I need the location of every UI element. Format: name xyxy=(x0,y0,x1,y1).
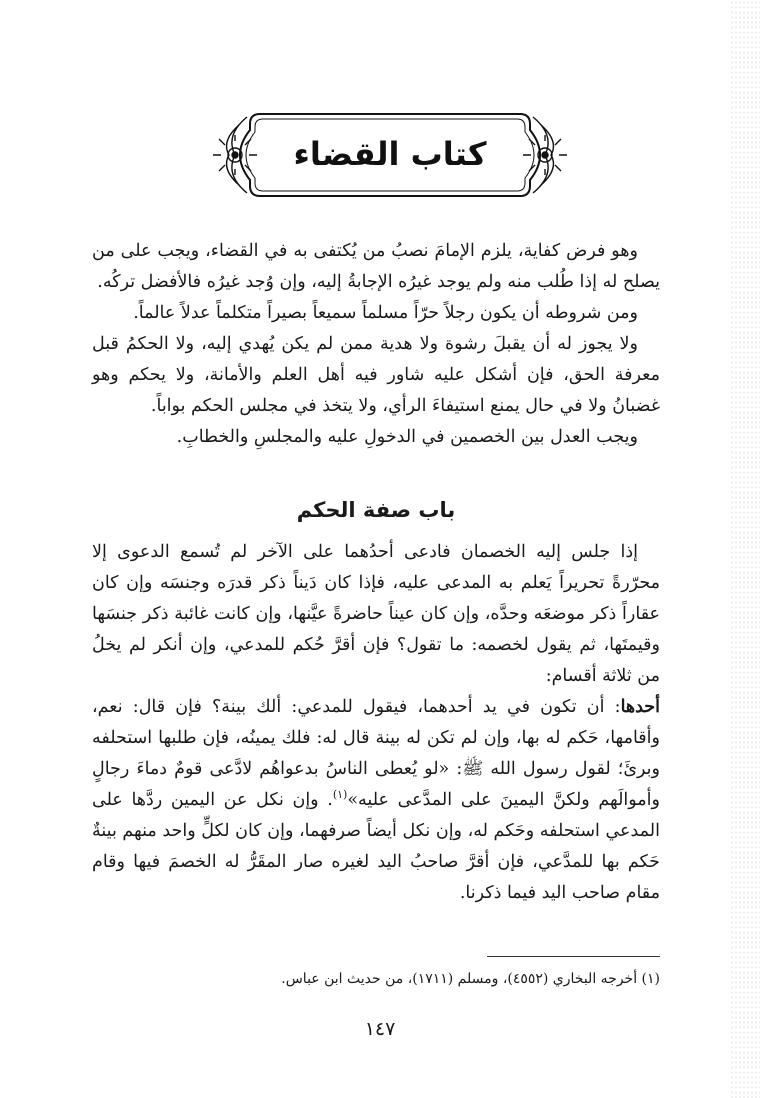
intro-paragraph: ولا يجوز له أن يقبلَ رشوة ولا هدية ممن لم يكن يُهدي إليه، ولا الحكمُ قبل معرفة الحق، فإن أشكل عليه شاور فيه أهل العلم والأمانة، ولا يحكم وهو غضبانُ ولا في حال يمنع استيفاءَ الرأي، ولا يتخذ في مجلس الحكم بواباً. xyxy=(92,334,660,416)
section-heading: باب صفة الحكم xyxy=(296,498,456,522)
section-text xyxy=(92,537,660,909)
intro-paragraph: ومن شروطه أن يكون رجلاً حرّاً مسلماً سميعاً بصيراً متكلماً عدلاً عالماً. xyxy=(133,303,638,323)
paragraph-text: : أن تكون في يد أحدهما، فيقول للمدعي: ألك بينة؟ فإن قال: نعم، وأقامها، حَكم له بها، وإن لم تكن له بينة قال له: فلك يمينُه، فإن طلبها استحلفه وبرئَ؛ لقول رسول الله ﷺ: «لو يُعطى الناسُ بدعواهُم لادَّعى قومٌ دماءَ رجالٍ وأموالَهم ولكنَّ اليمينَ على المدَّعى عليه» xyxy=(92,697,660,810)
section-paragraph xyxy=(92,692,660,909)
intro-paragraph: ويجب العدل بين الخصمين في الدخولِ عليه والمجلسِ والخطابِ. xyxy=(176,427,638,447)
footnote-reference[interactable]: (١) xyxy=(332,788,348,802)
section-paragraph: إذا جلس إليه الخصمان فادعى أحدُهما على الآخر لم تُسمع الدعوى إلا محرّرةً تحريراً يَعلم به المدعى عليه، فإذا كان دَيناً ذكر قدرَه وجنسَه وإن كان عقاراً ذكر موضعَه وحدَّه، وإن كان عيناً حاضرةً عيَّنها، وإن كانت غائبة ذكر جنسَها وقيمتَها، ثم يقول لخصمه: ما تقول؟ فإن أقرَّ حُكم للمدعي، وإن أنكر لم يخلُ من ثلاثة أقسام: xyxy=(92,542,660,686)
intro-text xyxy=(92,236,660,453)
paragraph-text: . وإن نكل عن اليمين ردَّها على المدعي استحلفه وحَكم له، وإن نكل أيضاً صرفهما، وإن كان لكلٍّ واحد منهم بينةٌ حَكم بها للمدَّعي، فإن أقرَّ صاحبُ اليد لغيره صار المقَرُّ له الخصمَ فيها وقام مقام صاحب اليد فيما ذكرنا. xyxy=(92,790,660,903)
book-title: كتاب القضاء xyxy=(293,135,487,173)
scan-edge-texture xyxy=(730,0,760,1098)
paragraph-lead: أحدها xyxy=(620,697,660,717)
title-cartouche xyxy=(200,100,580,210)
page-number: ١٤٧ xyxy=(364,1018,396,1040)
intro-paragraph: وهو فرض كفاية، يلزم الإمامَ نصبُ من يُكتفى به في القضاء، ويجب على من يصلح له إذا طُلب منه ولم يوجد غيرُه الإجابةُ إليه، وإن وُجد غيرُه فالأفضل تركُه. xyxy=(92,241,660,292)
footnote-divider xyxy=(487,956,660,957)
footnote: (١) أخرجه البخاري (٤٥٥٢)، ومسلم (١٧١١)، من حديث ابن عباس. xyxy=(281,971,660,987)
